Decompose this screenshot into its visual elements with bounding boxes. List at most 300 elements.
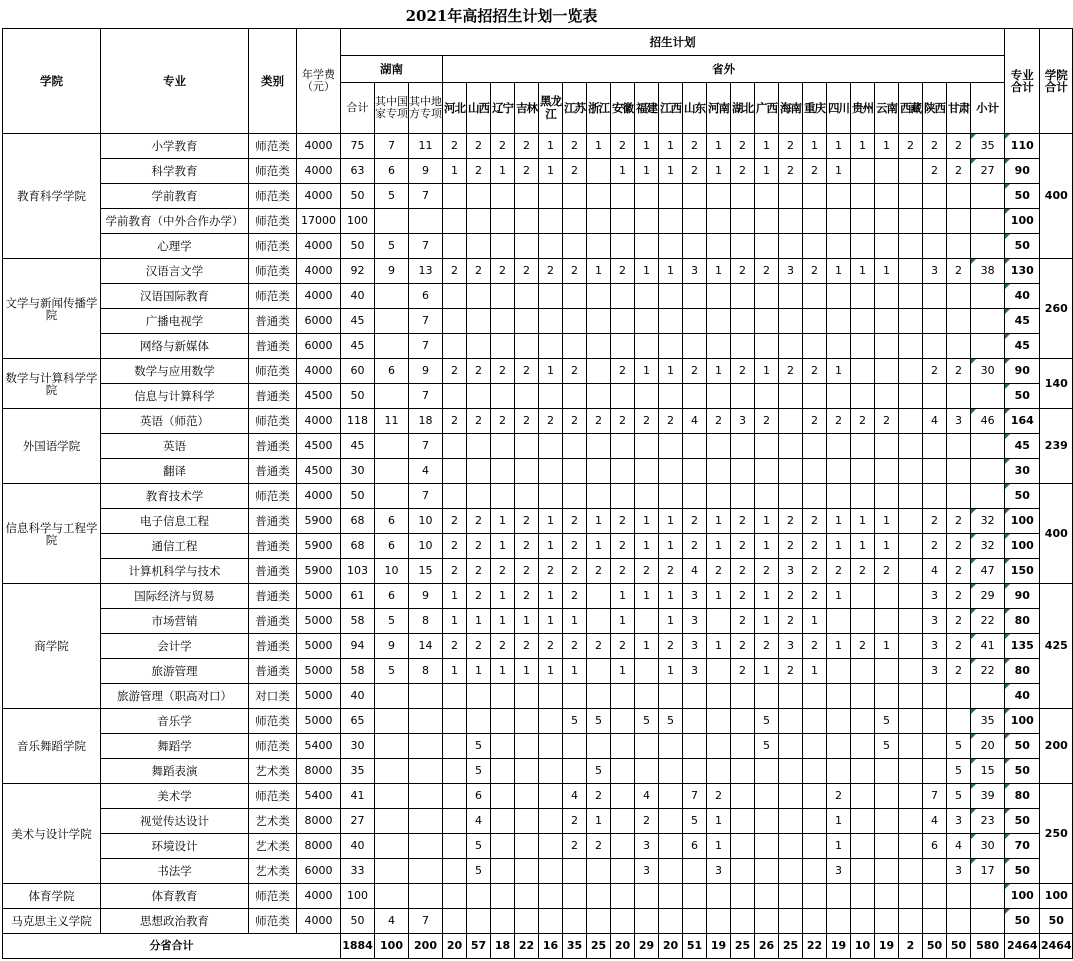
footer-province-cell: 29 bbox=[635, 934, 659, 959]
table-row bbox=[3, 759, 1073, 784]
province-value-cell: 2 bbox=[611, 634, 635, 659]
province-value-cell: 3 bbox=[923, 609, 947, 634]
hunan-value-cell: 7 bbox=[409, 909, 443, 934]
major-total-cell: 50 bbox=[1005, 184, 1040, 209]
province-value-cell: 2 bbox=[563, 834, 587, 859]
province-value-cell: 2 bbox=[803, 634, 827, 659]
province-value-cell bbox=[683, 684, 707, 709]
province-value-cell bbox=[539, 484, 563, 509]
province-value-cell bbox=[707, 709, 731, 734]
province-value-cell bbox=[491, 459, 515, 484]
xiaoji-cell: 29 bbox=[971, 584, 1005, 609]
province-value-cell: 2 bbox=[611, 134, 635, 159]
province-value-cell: 2 bbox=[803, 534, 827, 559]
province-value-cell bbox=[515, 234, 539, 259]
table-row bbox=[3, 909, 1073, 934]
table-row bbox=[3, 359, 1073, 384]
major-cell: 舞蹈表演 bbox=[101, 759, 249, 784]
college-total-cell: 400 bbox=[1040, 484, 1073, 584]
fee-cell: 5000 bbox=[297, 684, 341, 709]
province-value-cell bbox=[707, 734, 731, 759]
category-cell: 普通类 bbox=[249, 434, 297, 459]
province-value-cell bbox=[827, 659, 851, 684]
province-value-cell bbox=[611, 784, 635, 809]
table-row bbox=[3, 209, 1073, 234]
province-value-cell: 1 bbox=[539, 134, 563, 159]
province-value-cell: 1 bbox=[851, 259, 875, 284]
major-total-cell: 100 bbox=[1005, 209, 1040, 234]
table-row bbox=[3, 309, 1073, 334]
province-value-cell: 1 bbox=[635, 509, 659, 534]
province-value-cell: 2 bbox=[467, 584, 491, 609]
province-value-cell bbox=[491, 784, 515, 809]
hunan-value-cell: 8 bbox=[409, 609, 443, 634]
province-value-cell bbox=[851, 709, 875, 734]
province-value-cell bbox=[539, 309, 563, 334]
province-value-cell: 2 bbox=[947, 559, 971, 584]
province-value-cell: 2 bbox=[563, 584, 587, 609]
province-value-cell bbox=[899, 534, 923, 559]
province-value-cell bbox=[587, 484, 611, 509]
province-value-cell bbox=[443, 809, 467, 834]
province-value-cell bbox=[515, 209, 539, 234]
province-value-cell bbox=[755, 334, 779, 359]
table-row bbox=[3, 634, 1073, 659]
province-value-cell: 1 bbox=[875, 509, 899, 534]
major-cell: 电子信息工程 bbox=[101, 509, 249, 534]
province-value-cell: 2 bbox=[731, 559, 755, 584]
province-value-cell bbox=[515, 784, 539, 809]
major-total-cell: 110 bbox=[1005, 134, 1040, 159]
province-value-cell bbox=[899, 309, 923, 334]
province-value-cell: 2 bbox=[587, 784, 611, 809]
province-value-cell: 1 bbox=[755, 609, 779, 634]
province-value-cell bbox=[635, 384, 659, 409]
province-value-cell: 1 bbox=[659, 584, 683, 609]
province-value-cell bbox=[491, 909, 515, 934]
province-value-cell bbox=[827, 759, 851, 784]
footer-province-cell: 18 bbox=[491, 934, 515, 959]
province-value-cell: 1 bbox=[587, 259, 611, 284]
footer-label: 分省合计 bbox=[3, 934, 341, 959]
province-value-cell bbox=[611, 459, 635, 484]
province-value-cell: 2 bbox=[563, 134, 587, 159]
table-row bbox=[3, 559, 1073, 584]
province-value-cell: 1 bbox=[611, 609, 635, 634]
major-total-cell: 80 bbox=[1005, 784, 1040, 809]
province-value-cell bbox=[779, 684, 803, 709]
category-cell: 师范类 bbox=[249, 784, 297, 809]
hunan-value-cell: 5 bbox=[375, 234, 409, 259]
province-value-cell: 1 bbox=[491, 159, 515, 184]
province-value-cell bbox=[563, 209, 587, 234]
province-header: 海南 bbox=[779, 83, 803, 134]
province-value-cell: 1 bbox=[539, 159, 563, 184]
province-value-cell bbox=[563, 284, 587, 309]
province-value-cell: 2 bbox=[803, 359, 827, 384]
province-value-cell bbox=[539, 909, 563, 934]
province-value-cell bbox=[467, 684, 491, 709]
province-value-cell: 1 bbox=[659, 259, 683, 284]
hunan-value-cell bbox=[409, 734, 443, 759]
college-total-cell: 425 bbox=[1040, 584, 1073, 709]
major-cell: 环境设计 bbox=[101, 834, 249, 859]
province-value-cell: 1 bbox=[611, 659, 635, 684]
province-value-cell bbox=[587, 684, 611, 709]
xiaoji-cell bbox=[971, 309, 1005, 334]
table-row bbox=[3, 509, 1073, 534]
college-total-cell: 200 bbox=[1040, 709, 1073, 784]
province-header: 山东 bbox=[683, 83, 707, 134]
province-value-cell bbox=[611, 384, 635, 409]
province-value-cell: 2 bbox=[707, 409, 731, 434]
table-row bbox=[3, 609, 1073, 634]
xiaoji-cell: 27 bbox=[971, 159, 1005, 184]
province-value-cell: 1 bbox=[587, 534, 611, 559]
major-cell: 网络与新媒体 bbox=[101, 334, 249, 359]
province-value-cell bbox=[827, 209, 851, 234]
fee-cell: 4000 bbox=[297, 159, 341, 184]
xiaoji-cell: 39 bbox=[971, 784, 1005, 809]
province-value-cell bbox=[731, 759, 755, 784]
province-value-cell: 2 bbox=[803, 584, 827, 609]
province-value-cell bbox=[515, 334, 539, 359]
province-header: 浙江 bbox=[587, 83, 611, 134]
province-value-cell bbox=[731, 834, 755, 859]
province-value-cell bbox=[467, 484, 491, 509]
province-value-cell bbox=[779, 234, 803, 259]
province-value-cell: 2 bbox=[515, 409, 539, 434]
province-value-cell: 2 bbox=[683, 534, 707, 559]
major-cell: 思想政治教育 bbox=[101, 909, 249, 934]
province-value-cell: 2 bbox=[467, 634, 491, 659]
province-value-cell: 1 bbox=[539, 659, 563, 684]
province-value-cell bbox=[851, 659, 875, 684]
province-header: 河北 bbox=[443, 83, 467, 134]
province-value-cell bbox=[611, 284, 635, 309]
province-value-cell bbox=[443, 434, 467, 459]
hunan-value-cell bbox=[409, 809, 443, 834]
province-value-cell bbox=[539, 684, 563, 709]
province-value-cell: 2 bbox=[443, 534, 467, 559]
province-value-cell: 1 bbox=[539, 609, 563, 634]
province-value-cell: 1 bbox=[827, 634, 851, 659]
province-value-cell: 2 bbox=[587, 834, 611, 859]
province-value-cell: 1 bbox=[707, 834, 731, 859]
province-value-cell bbox=[899, 409, 923, 434]
province-value-cell: 1 bbox=[611, 584, 635, 609]
page-title: 2021年高招招生计划一览表 bbox=[405, 7, 598, 25]
hunan-value-cell: 68 bbox=[341, 509, 375, 534]
province-value-cell bbox=[707, 309, 731, 334]
province-value-cell: 1 bbox=[803, 659, 827, 684]
province-value-cell: 2 bbox=[923, 134, 947, 159]
province-value-cell bbox=[899, 284, 923, 309]
footer-province-cell: 19 bbox=[875, 934, 899, 959]
province-value-cell: 1 bbox=[659, 159, 683, 184]
province-value-cell: 2 bbox=[851, 559, 875, 584]
footer-province-cell: 19 bbox=[707, 934, 731, 959]
province-value-cell: 1 bbox=[635, 534, 659, 559]
hunan-value-cell: 61 bbox=[341, 584, 375, 609]
province-value-cell: 1 bbox=[875, 134, 899, 159]
province-value-cell bbox=[563, 859, 587, 884]
province-value-cell bbox=[635, 684, 659, 709]
province-value-cell: 1 bbox=[827, 584, 851, 609]
xiaoji-cell: 35 bbox=[971, 709, 1005, 734]
province-value-cell bbox=[467, 334, 491, 359]
province-value-cell bbox=[731, 784, 755, 809]
province-value-cell bbox=[947, 884, 971, 909]
province-value-cell: 2 bbox=[947, 359, 971, 384]
province-value-cell bbox=[779, 209, 803, 234]
province-value-cell bbox=[515, 709, 539, 734]
province-value-cell bbox=[467, 234, 491, 259]
xiaoji-cell: 15 bbox=[971, 759, 1005, 784]
province-value-cell bbox=[875, 384, 899, 409]
hunan-value-cell bbox=[375, 434, 409, 459]
province-value-cell: 1 bbox=[443, 159, 467, 184]
xiaoji-cell bbox=[971, 284, 1005, 309]
province-value-cell: 1 bbox=[827, 809, 851, 834]
province-value-cell bbox=[899, 709, 923, 734]
hunan-value-cell: 7 bbox=[409, 384, 443, 409]
province-value-cell: 5 bbox=[947, 759, 971, 784]
province-header: 江苏 bbox=[563, 83, 587, 134]
province-value-cell bbox=[491, 434, 515, 459]
province-value-cell bbox=[683, 884, 707, 909]
major-cell: 音乐学 bbox=[101, 709, 249, 734]
hunan-value-cell bbox=[375, 459, 409, 484]
province-value-cell bbox=[539, 784, 563, 809]
province-value-cell: 1 bbox=[491, 609, 515, 634]
province-value-cell bbox=[443, 684, 467, 709]
fee-cell: 4000 bbox=[297, 484, 341, 509]
province-value-cell: 1 bbox=[659, 659, 683, 684]
hunan-value-cell: 100 bbox=[341, 884, 375, 909]
province-value-cell bbox=[851, 384, 875, 409]
province-value-cell bbox=[947, 209, 971, 234]
province-value-cell: 2 bbox=[731, 534, 755, 559]
xiaoji-cell: 30 bbox=[971, 359, 1005, 384]
province-value-cell bbox=[491, 709, 515, 734]
fee-cell: 4500 bbox=[297, 434, 341, 459]
province-value-cell bbox=[563, 309, 587, 334]
province-value-cell: 2 bbox=[803, 509, 827, 534]
province-value-cell bbox=[851, 759, 875, 784]
province-value-cell bbox=[899, 584, 923, 609]
province-value-cell bbox=[755, 909, 779, 934]
province-value-cell bbox=[851, 234, 875, 259]
province-value-cell bbox=[875, 459, 899, 484]
province-value-cell bbox=[515, 859, 539, 884]
province-value-cell bbox=[875, 834, 899, 859]
province-value-cell bbox=[899, 209, 923, 234]
province-value-cell bbox=[659, 209, 683, 234]
province-value-cell: 2 bbox=[539, 634, 563, 659]
fee-cell: 6000 bbox=[297, 859, 341, 884]
province-value-cell: 4 bbox=[683, 409, 707, 434]
province-value-cell bbox=[899, 359, 923, 384]
category-cell: 师范类 bbox=[249, 709, 297, 734]
table-row bbox=[3, 834, 1073, 859]
footer-province-cell: 25 bbox=[731, 934, 755, 959]
hunan-value-cell: 9 bbox=[409, 159, 443, 184]
major-total-cell: 135 bbox=[1005, 634, 1040, 659]
province-value-cell bbox=[779, 434, 803, 459]
province-value-cell: 1 bbox=[827, 159, 851, 184]
province-value-cell bbox=[611, 809, 635, 834]
province-value-cell bbox=[683, 184, 707, 209]
province-value-cell: 2 bbox=[731, 359, 755, 384]
hunan-value-cell: 6 bbox=[375, 534, 409, 559]
hunan-value-cell bbox=[375, 784, 409, 809]
province-value-cell bbox=[947, 384, 971, 409]
province-value-cell: 2 bbox=[635, 559, 659, 584]
province-value-cell bbox=[947, 234, 971, 259]
province-value-cell bbox=[659, 309, 683, 334]
province-value-cell bbox=[875, 784, 899, 809]
province-value-cell: 1 bbox=[635, 359, 659, 384]
province-value-cell: 1 bbox=[827, 834, 851, 859]
major-cell: 学前教育 bbox=[101, 184, 249, 209]
province-value-cell: 2 bbox=[587, 409, 611, 434]
province-value-cell bbox=[443, 184, 467, 209]
province-value-cell bbox=[659, 809, 683, 834]
table-row bbox=[3, 234, 1073, 259]
province-value-cell bbox=[611, 434, 635, 459]
province-value-cell bbox=[707, 659, 731, 684]
major-total-cell: 130 bbox=[1005, 259, 1040, 284]
fee-cell: 4000 bbox=[297, 184, 341, 209]
college-total-cell: 50 bbox=[1040, 909, 1073, 934]
province-value-cell: 2 bbox=[683, 359, 707, 384]
footer-hunan-cell: 1884 bbox=[341, 934, 375, 959]
province-value-cell bbox=[899, 384, 923, 409]
province-value-cell: 2 bbox=[947, 659, 971, 684]
province-value-cell bbox=[851, 459, 875, 484]
province-value-cell: 2 bbox=[563, 259, 587, 284]
province-value-cell bbox=[491, 684, 515, 709]
hunan-value-cell: 9 bbox=[375, 259, 409, 284]
province-value-cell: 2 bbox=[731, 134, 755, 159]
province-value-cell bbox=[923, 334, 947, 359]
table-row bbox=[3, 859, 1073, 884]
hunan-value-cell bbox=[375, 809, 409, 834]
xiaoji-cell bbox=[971, 884, 1005, 909]
province-value-cell: 1 bbox=[635, 259, 659, 284]
province-value-cell: 2 bbox=[779, 359, 803, 384]
province-value-cell: 1 bbox=[755, 134, 779, 159]
hunan-value-cell: 6 bbox=[375, 584, 409, 609]
major-total-cell: 80 bbox=[1005, 659, 1040, 684]
hunan-value-cell: 15 bbox=[409, 559, 443, 584]
hunan-value-cell bbox=[409, 684, 443, 709]
fee-cell: 5400 bbox=[297, 734, 341, 759]
category-cell: 艺术类 bbox=[249, 759, 297, 784]
province-value-cell bbox=[779, 709, 803, 734]
province-value-cell bbox=[563, 184, 587, 209]
hunan-value-cell: 30 bbox=[341, 459, 375, 484]
province-value-cell: 2 bbox=[755, 634, 779, 659]
province-value-cell: 2 bbox=[491, 409, 515, 434]
province-value-cell: 2 bbox=[803, 259, 827, 284]
province-value-cell: 5 bbox=[875, 709, 899, 734]
fee-cell: 5900 bbox=[297, 559, 341, 584]
province-value-cell bbox=[947, 434, 971, 459]
province-value-cell: 1 bbox=[539, 359, 563, 384]
province-value-cell bbox=[899, 759, 923, 784]
province-value-cell: 2 bbox=[491, 634, 515, 659]
hunan-value-cell: 4 bbox=[409, 459, 443, 484]
province-value-cell: 2 bbox=[515, 584, 539, 609]
hunan-value-cell bbox=[375, 884, 409, 909]
hunan-value-cell: 7 bbox=[409, 184, 443, 209]
xiaoji-cell bbox=[971, 434, 1005, 459]
hunan-value-cell: 118 bbox=[341, 409, 375, 434]
hunan-value-cell: 50 bbox=[341, 484, 375, 509]
province-value-cell: 2 bbox=[587, 634, 611, 659]
province-value-cell bbox=[851, 859, 875, 884]
table-row bbox=[3, 459, 1073, 484]
major-cell: 学前教育（中外合作办学） bbox=[101, 209, 249, 234]
major-cell: 美术学 bbox=[101, 784, 249, 809]
table-row bbox=[3, 159, 1073, 184]
province-header: 吉林 bbox=[515, 83, 539, 134]
province-value-cell bbox=[659, 884, 683, 909]
province-value-cell bbox=[707, 759, 731, 784]
province-value-cell: 1 bbox=[539, 534, 563, 559]
footer-province-cell: 25 bbox=[779, 934, 803, 959]
xiaoji-cell: 35 bbox=[971, 134, 1005, 159]
province-value-cell bbox=[659, 909, 683, 934]
province-value-cell: 2 bbox=[515, 359, 539, 384]
province-value-cell: 3 bbox=[683, 634, 707, 659]
province-value-cell bbox=[491, 759, 515, 784]
category-cell: 师范类 bbox=[249, 909, 297, 934]
hunan-value-cell: 30 bbox=[341, 734, 375, 759]
province-value-cell bbox=[467, 434, 491, 459]
province-value-cell: 3 bbox=[635, 834, 659, 859]
fee-cell: 4000 bbox=[297, 259, 341, 284]
province-value-cell bbox=[755, 809, 779, 834]
province-value-cell: 1 bbox=[755, 509, 779, 534]
province-value-cell: 2 bbox=[779, 134, 803, 159]
category-cell: 师范类 bbox=[249, 159, 297, 184]
province-value-cell bbox=[803, 234, 827, 259]
province-value-cell bbox=[491, 484, 515, 509]
province-value-cell: 2 bbox=[731, 259, 755, 284]
category-cell: 师范类 bbox=[249, 284, 297, 309]
xiaoji-cell bbox=[971, 209, 1005, 234]
province-value-cell: 2 bbox=[779, 159, 803, 184]
fee-cell: 5000 bbox=[297, 659, 341, 684]
province-value-cell bbox=[515, 834, 539, 859]
province-value-cell: 2 bbox=[611, 559, 635, 584]
province-value-cell: 3 bbox=[683, 659, 707, 684]
hunan-value-cell: 7 bbox=[409, 434, 443, 459]
province-value-cell: 2 bbox=[947, 534, 971, 559]
province-value-cell bbox=[563, 334, 587, 359]
college-name-cell: 体育学院 bbox=[3, 884, 101, 909]
province-value-cell: 1 bbox=[539, 509, 563, 534]
fee-cell: 4000 bbox=[297, 234, 341, 259]
footer-province-cell: 19 bbox=[827, 934, 851, 959]
province-value-cell bbox=[587, 884, 611, 909]
province-value-cell: 4 bbox=[635, 784, 659, 809]
province-value-cell: 2 bbox=[539, 559, 563, 584]
major-cell: 计算机科学与技术 bbox=[101, 559, 249, 584]
